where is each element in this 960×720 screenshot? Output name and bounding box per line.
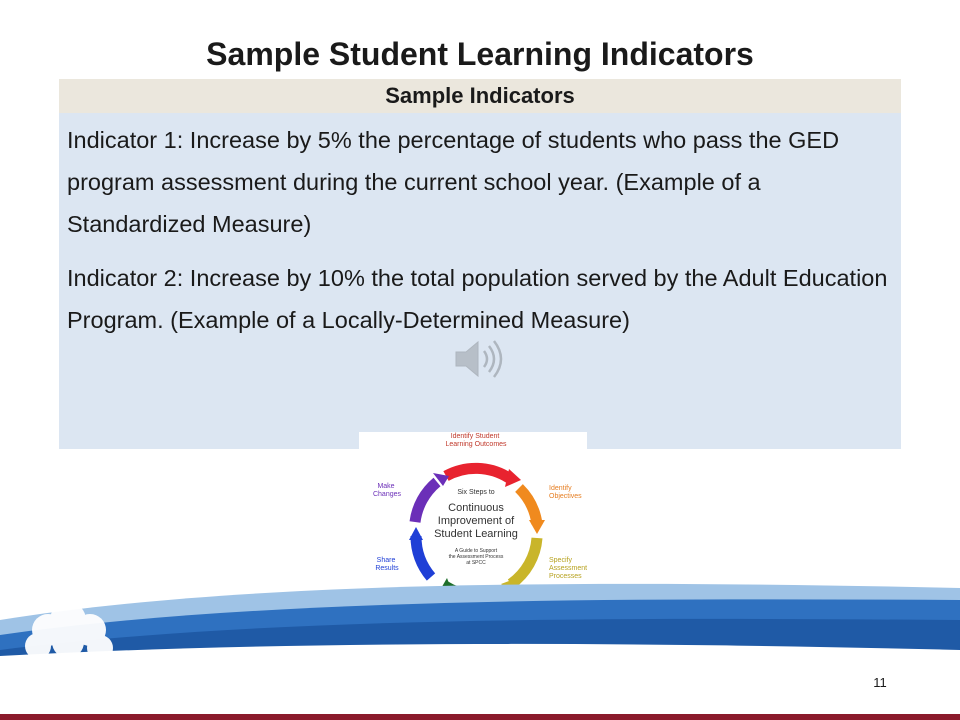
center-sub-1: A Guide to Support: [454, 548, 498, 554]
table-body: [59, 113, 901, 449]
csde-tree-logo: [8, 600, 128, 692]
center-sub-2: the Assessment Process: [448, 554, 504, 560]
table-header: Sample Indicators: [59, 79, 901, 113]
step-1-line-2: Learning Outcomes: [445, 441, 507, 448]
step-label-5: Share Results: [375, 557, 399, 572]
indicators-table: [59, 79, 901, 449]
step-1-line-1: Identify Student: [450, 433, 500, 440]
step-label-2: Identify Objectives: [549, 485, 582, 500]
indicator-1: Indicator 1: Increase by 5% the percentage of students who pass the GED program assessment during the current school year. (Example of a Standardized Measure): [67, 127, 840, 237]
center-top: Six Steps to: [457, 489, 495, 496]
cycle-arc-red: [446, 468, 509, 478]
center-main-2: Improvement of: [437, 515, 515, 527]
footer-banner: [0, 560, 960, 720]
csde-logo-text: CSDE: [44, 680, 118, 709]
page-number: 11: [873, 675, 887, 690]
center-sub-3: at SPCC: [466, 560, 486, 566]
step-label-1: [445, 433, 507, 448]
center-main-1: Continuous: [448, 502, 504, 514]
step-label-3: Specify Assessment Processes: [549, 557, 587, 580]
step-label-6: Make Changes: [372, 483, 402, 498]
slide-title: Sample Student Learning Indicators: [206, 36, 754, 72]
cycle-arc-purple: [415, 482, 437, 522]
cycle-arc-orange: [519, 488, 537, 524]
center-main-3: Student Learning: [434, 528, 518, 540]
speaker-icon[interactable]: [452, 334, 508, 384]
indicator-2: Indicator 2: Increase by 10% the total population served by the Adult Education Program. (Example of a Locally-Determined Measure): [67, 265, 888, 333]
